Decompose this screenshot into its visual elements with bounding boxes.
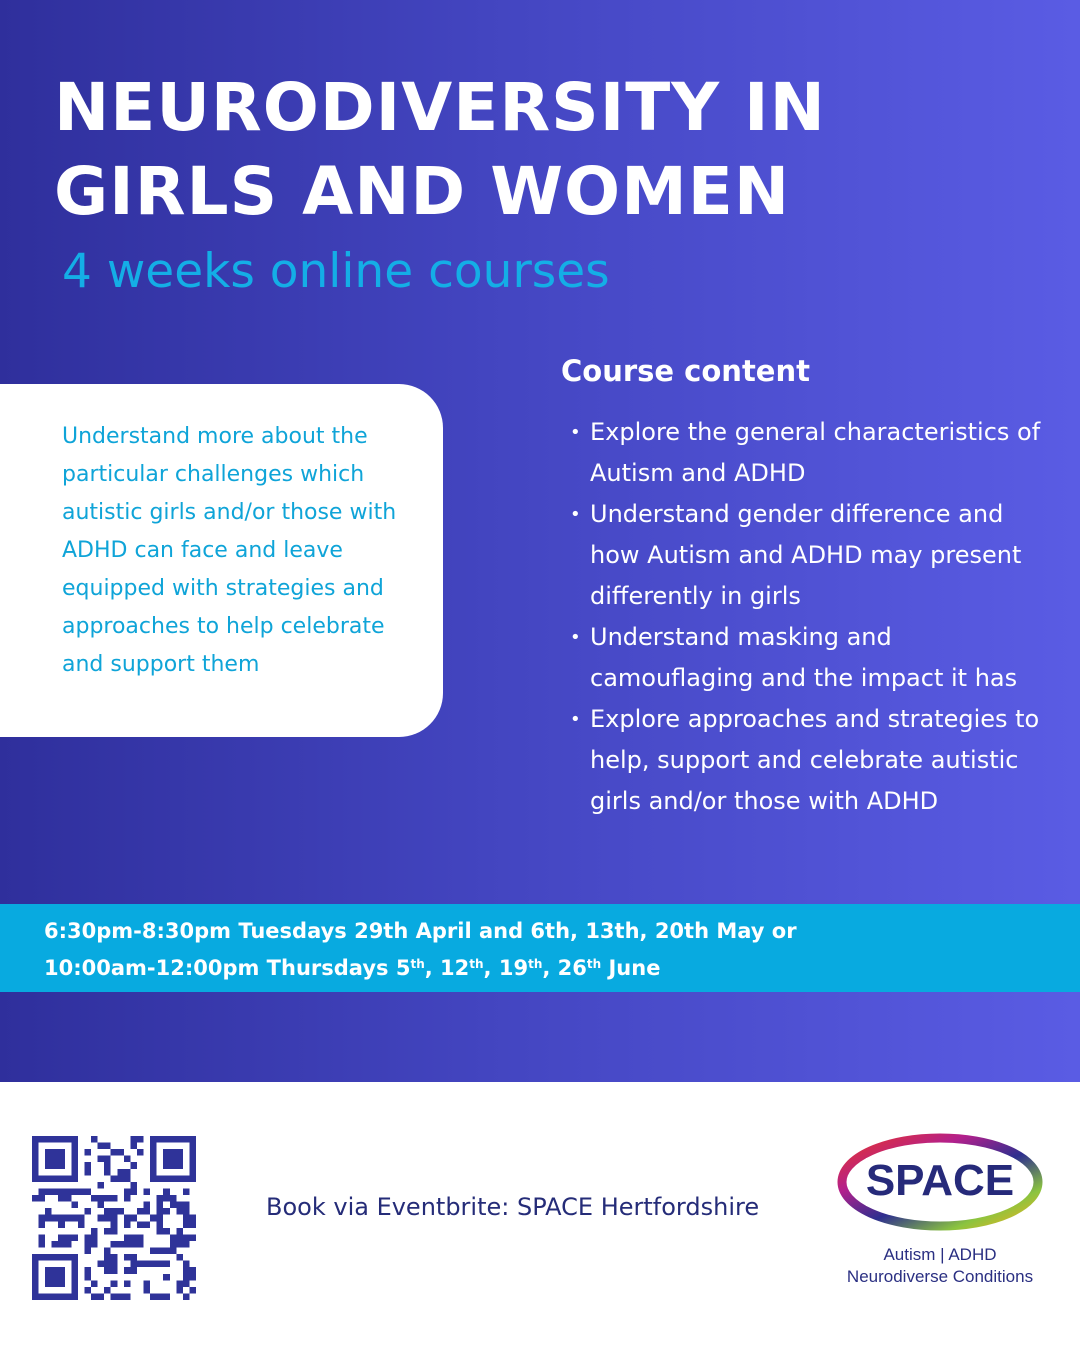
ordinal-suffix: th [469, 957, 484, 971]
page-title [54, 66, 826, 234]
list-item-text: Understand masking and camouflaging and the impact it has [590, 623, 1018, 692]
logo-tagline-1: Autism | ADHD [883, 1245, 997, 1264]
title-line-2: GIRLS AND WOMEN [54, 153, 791, 230]
subtitle: 4 weeks online courses [62, 244, 610, 299]
intro-text: Understand more about the particular challenges which autistic girls and/or those with ADHD can face and leave equipped with strategies and approaches to help celebrate and support them [62, 424, 397, 677]
bullet-icon: • [570, 504, 581, 525]
list-item [570, 494, 1050, 617]
dates-line-thursdays [44, 953, 660, 983]
booking-text: Book via Eventbrite: SPACE Hertfordshire [266, 1193, 760, 1221]
ordinal-suffix: th [410, 957, 425, 971]
ordinal-suffix: th [586, 957, 602, 971]
logo-tagline-2: Neurodiverse Conditions [846, 1267, 1034, 1286]
bullet-icon: • [570, 709, 581, 730]
list-item [570, 412, 1050, 494]
intro-card [0, 384, 443, 737]
course-content-heading: Course content [561, 354, 810, 388]
qr-code-icon[interactable] [32, 1136, 196, 1300]
title-line-1: NEURODIVERSITY IN [54, 69, 826, 146]
course-content-list [570, 412, 1050, 822]
list-item-text: Understand gender difference and how Autism and ADHD may present differently in girls [590, 500, 1022, 610]
list-item [570, 699, 1050, 822]
bullet-icon: • [570, 422, 581, 443]
date-separator: , [424, 956, 441, 980]
bullet-icon: • [570, 627, 581, 648]
date-separator: , [542, 956, 558, 980]
dates-line-tuesdays: 6:30pm-8:30pm Tuesdays 29th April and 6th, 13th, 20th May or [44, 919, 797, 943]
date-month: June [601, 956, 661, 980]
list-item [570, 617, 1050, 699]
date-day: 26 [557, 956, 587, 980]
dates-prefix: 10:00am-12:00pm Thursdays [44, 956, 396, 980]
ordinal-suffix: th [528, 957, 543, 971]
date-day: 5 [395, 956, 411, 980]
list-item-text: Explore approaches and strategies to help, support and celebrate autistic girls and/or those with ADHD [590, 705, 1040, 815]
date-day: 12 [440, 956, 470, 980]
logo-wordmark: SPACE [865, 1156, 1015, 1205]
date-separator: , [483, 956, 499, 980]
date-day: 19 [498, 956, 529, 980]
list-item-text: Explore the general characteristics of Autism and ADHD [590, 418, 1041, 487]
